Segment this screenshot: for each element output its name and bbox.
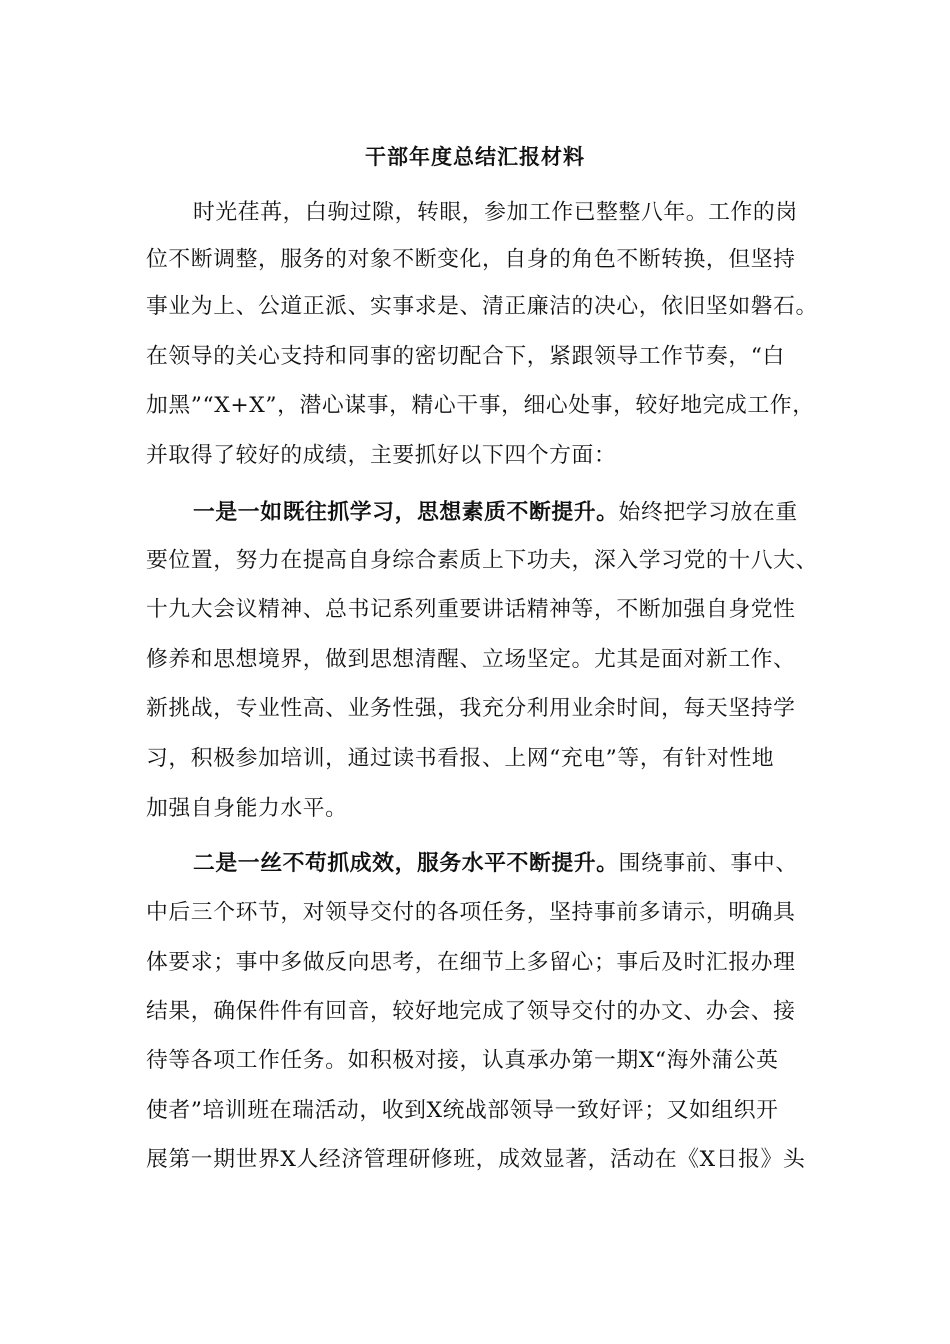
paragraph-3-line-1-rest: 围绕事前、事中、 bbox=[618, 851, 798, 876]
paragraph-2-line-4: 修养和思想境界，做到思想清醒、立场坚定。尤其是面对新工作、 bbox=[146, 647, 796, 672]
paragraph-3-line-3: 体要求；事中多做反向思考，在细节上多留心；事后及时汇报办理 bbox=[146, 950, 796, 975]
paragraph-2-line-5: 新挑战，专业性高、业务性强，我充分利用业余时间，每天坚持学 bbox=[146, 696, 796, 721]
paragraph-1-line-3: 事业为上、公道正派、实事求是、清正廉洁的决心，依旧坚如磐石。 bbox=[146, 294, 818, 319]
paragraph-2-line-1-rest: 始终把学习放在重 bbox=[618, 500, 798, 525]
paragraph-3-line-1 bbox=[193, 847, 798, 881]
paragraph-2-line-6: 习，积极参加培训，通过读书看报、上网“充电”等，有针对性地 bbox=[146, 746, 775, 771]
paragraph-1-line-2: 位不断调整，服务的对象不断变化，自身的角色不断转换，但坚持 bbox=[146, 247, 796, 272]
paragraph-2-line-1 bbox=[193, 496, 798, 530]
paragraph-2-line-3: 十九大会议精神、总书记系列重要讲话精神等，不断加强自身党性 bbox=[146, 597, 796, 622]
paragraph-3-line-4: 结果，确保件件有回音，较好地完成了领导交付的办文、办会、接 bbox=[146, 999, 796, 1024]
paragraph-3-line-6: 使者”培训班在瑞活动，收到X统战部领导一致好评；又如组织开 bbox=[146, 1098, 779, 1123]
paragraph-1-line-5: 加黑”“X+X”，潜心谋事，精心干事，细心处事，较好地完成工作， bbox=[146, 393, 815, 418]
paragraph-1-line-1: 时光荏苒，白驹过隙，转眼，参加工作已整整八年。工作的岗 bbox=[193, 200, 798, 225]
paragraph-1-line-4: 在领导的关心支持和同事的密切配合下，紧跟领导工作节奏，“白 bbox=[146, 344, 785, 369]
paragraph-3-line-7: 展第一期世界X人经济管理研修班，成效显著，活动在《X日报》头 bbox=[146, 1147, 806, 1172]
paragraph-3-heading: 二是一丝不苟抓成效，服务水平不断提升。 bbox=[193, 851, 619, 876]
paragraph-3-line-5: 待等各项工作任务。如积极对接，认真承办第一期X“海外蒲公英 bbox=[146, 1048, 779, 1073]
paragraph-1-line-6: 并取得了较好的成绩，主要抓好以下四个方面： bbox=[146, 443, 617, 468]
paragraph-2-heading: 一是一如既往抓学习，思想素质不断提升。 bbox=[193, 500, 619, 525]
document-title: 干部年度总结汇报材料 bbox=[365, 144, 585, 169]
paragraph-3-line-2: 中后三个环节，对领导交付的各项任务，坚持事前多请示，明确具 bbox=[146, 900, 796, 925]
paragraph-2-line-2: 要位置，努力在提高自身综合素质上下功夫，深入学习党的十八大、 bbox=[146, 548, 818, 573]
paragraph-2-line-7: 加强自身能力水平。 bbox=[146, 796, 348, 821]
